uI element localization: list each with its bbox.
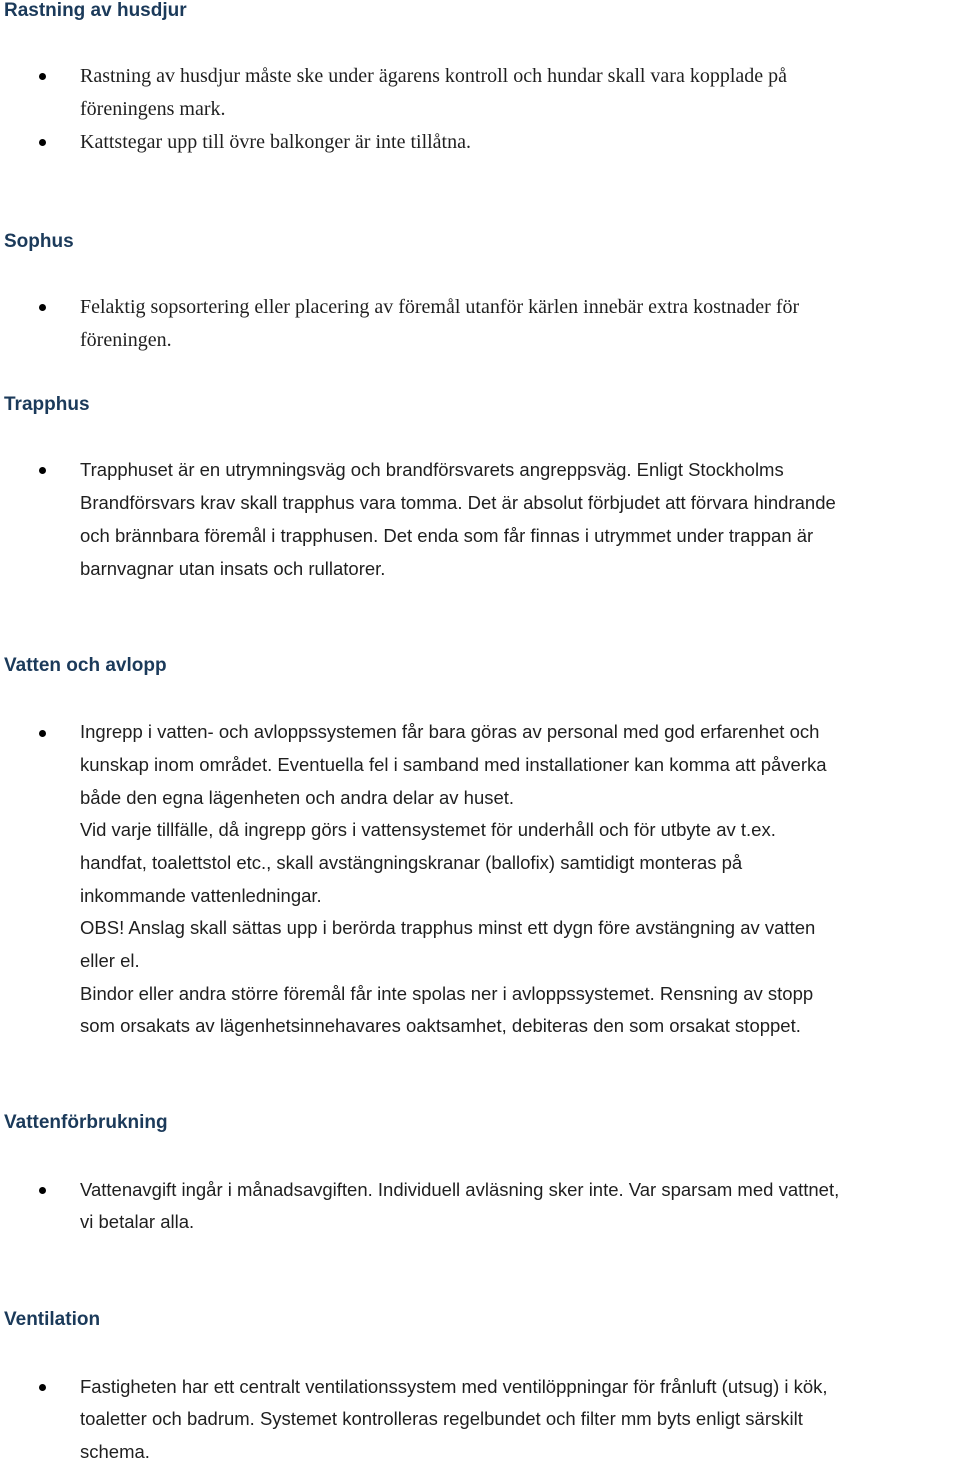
text-line: toaletter och badrum. Systemet kontrolleras regelbundet och filter mm byts enligt särskilt [80, 1408, 803, 1429]
text-line: OBS! Anslag skall sättas upp i berörda trapphus minst ett dygn före avstängning av vatten [80, 917, 816, 938]
heading-vattenforbrukning: Vattenförbrukning [4, 1112, 168, 1133]
text-line: Kattstegar upp till övre balkonger är inte tillåtna. [80, 131, 471, 153]
text-line: Rastning av husdjur måste ske under ägarens kontroll och hundar skall vara kopplade på [80, 65, 788, 87]
heading-trapphus: Trapphus [4, 394, 90, 415]
text-line: föreningen. [80, 329, 172, 351]
heading-ventilation: Ventilation [4, 1309, 101, 1330]
text-line: Vid varje tillfälle, då ingrepp görs i vattensystemet för underhåll och för utbyte av t.ex. [80, 819, 776, 840]
text-line: Ingrepp i vatten- och avloppssystemen får bara göras av personal med god erfarenhet och [80, 721, 820, 742]
text-line: och brännbara föremål i trapphusen. Det enda som får finnas i utrymmet under trappan är [80, 525, 814, 546]
text-line: som orsakats av lägenhetsinnehavares oaktsamhet, debiteras den som orsakat stoppet. [80, 1015, 801, 1036]
text-line: inkommande vattenledningar. [80, 885, 322, 906]
heading-rastning-av-husdjur: Rastning av husdjur [4, 0, 187, 21]
bullet-icon [39, 304, 46, 311]
bullet-icon [39, 73, 46, 80]
text-line: Felaktig sopsortering eller placering av föremål utanför kärlen innebär extra kostnader för [80, 296, 800, 318]
text-line: Bindor eller andra större föremål får inte spolas ner i avloppssystemet. Rensning av stopp [80, 983, 814, 1004]
text-line: vi betalar alla. [80, 1211, 195, 1232]
bullet-icon [39, 1187, 46, 1194]
text-line: Trapphuset är en utrymningsväg och brandförsvarets angreppsväg. Enligt Stockholms [80, 459, 784, 480]
text-line: schema. [80, 1441, 150, 1462]
text-line: Brandförsvars krav skall trapphus vara tomma. Det är absolut förbjudet att förvara hindrande [80, 492, 836, 513]
text-line: föreningens mark. [80, 98, 226, 120]
heading-sophus: Sophus [4, 231, 74, 252]
text-line: handfat, toalettstol etc., skall avstängningskranar (ballofix) samtidigt monteras på [80, 852, 743, 873]
text-line: barnvagnar utan insats och rullatorer. [80, 558, 386, 579]
bullet-icon [39, 467, 46, 474]
text-line: Fastigheten har ett centralt ventilationssystem med ventilöppningar för frånluft (utsug) i kök, [80, 1376, 828, 1397]
bullet-icon [39, 730, 46, 737]
text-line: Vattenavgift ingår i månadsavgiften. Individuell avläsning sker inte. Var sparsam med vattnet, [80, 1179, 840, 1200]
bullet-icon [39, 1384, 46, 1391]
text-line: både den egna lägenheten och andra delar av huset. [80, 787, 515, 808]
heading-vatten-och-avlopp: Vatten och avlopp [4, 655, 167, 676]
bullet-icon [39, 139, 46, 146]
text-line: eller el. [80, 950, 140, 971]
text-line: kunskap inom området. Eventuella fel i samband med installationer kan komma att påverka [80, 754, 827, 775]
